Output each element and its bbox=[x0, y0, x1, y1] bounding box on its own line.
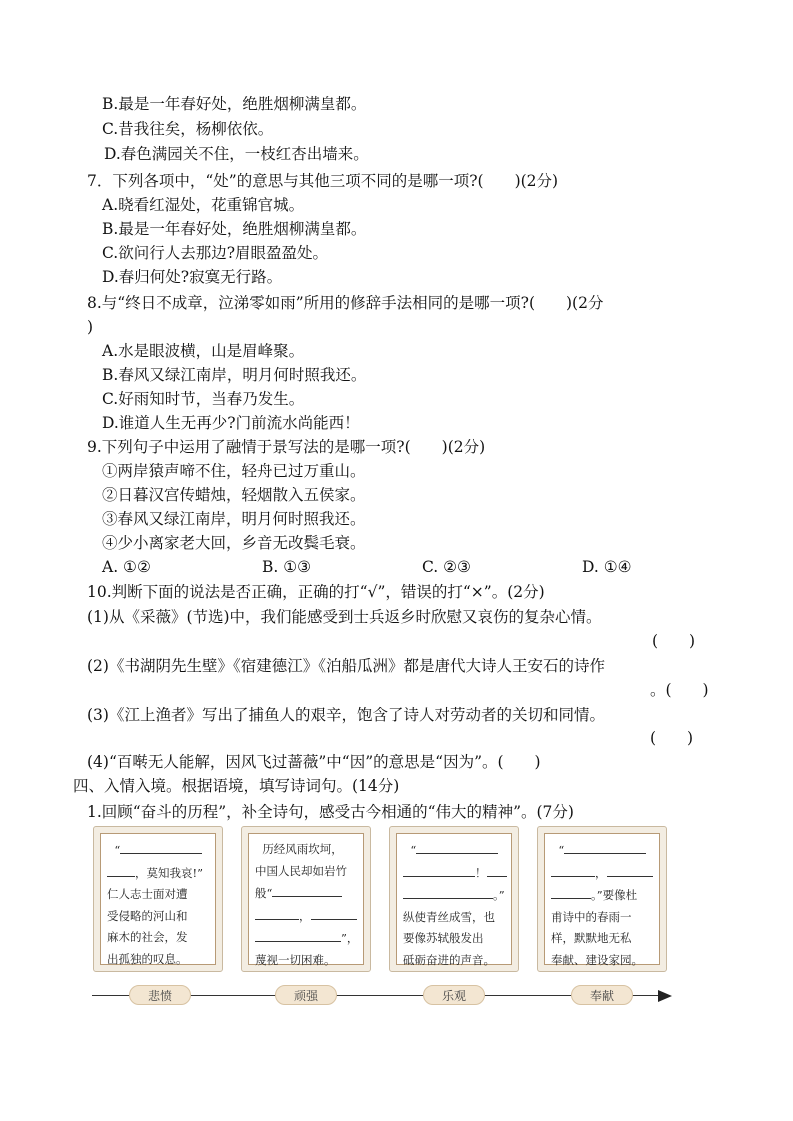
card-4 bbox=[537, 826, 667, 972]
timeline-tag-3: 乐观 bbox=[423, 985, 485, 1005]
card-2-frame bbox=[248, 833, 364, 965]
q9-choice-a: A. ①② bbox=[102, 558, 151, 576]
card-2-line-4: ， bbox=[255, 909, 357, 923]
q8-option-d: D.谁道人生无再少?门前流水尚能西！ bbox=[102, 414, 360, 432]
card-4-line-6: 奉献、建设家园。 bbox=[551, 952, 643, 967]
card-3-blank-3[interactable] bbox=[487, 862, 507, 877]
q10-item-2-paren: 。( ) bbox=[650, 681, 709, 699]
card-4-blank-1[interactable] bbox=[564, 839, 646, 854]
q10-item-2: (2)《书湖阴先生壁》《宿建德江》《泊船瓜洲》都是唐代大诗人王安石的诗作 bbox=[87, 657, 605, 675]
card-1-line-1: “ bbox=[107, 843, 202, 857]
q8-option-c: C.好雨知时节，当春乃发生。 bbox=[102, 390, 305, 408]
card-3-line-2: ！ bbox=[403, 866, 507, 880]
q9-item-1: ①两岸猿声啼不住，轻舟已过万重山。 bbox=[102, 462, 366, 480]
card-2-line-1: 历经风雨坎坷， bbox=[262, 842, 343, 856]
section-4-title: 四、入情入境。根据语境，填写诗词句。(14分) bbox=[73, 777, 400, 795]
card-4-blank-4[interactable] bbox=[551, 884, 591, 899]
q10-item-1: (1)从《采薇》(节选)中，我们能感受到士兵返乡时欣慰又哀伤的复杂心情。 bbox=[87, 608, 602, 626]
timeline-tag-1: 悲愤 bbox=[129, 985, 191, 1005]
q9-item-3: ③春风又绿江南岸，明月何时照我还。 bbox=[102, 510, 366, 528]
card-3-blank-4[interactable] bbox=[403, 884, 493, 899]
card-3-line-1: “ bbox=[403, 843, 498, 857]
q9-item-2: ②日暮汉宫传蜡烛，轻烟散入五侯家。 bbox=[102, 486, 366, 504]
section-4-q1-stem: 1.回顾“奋斗的历程”，补全诗句，感受古今相通的“伟大的精神”。(7分) bbox=[87, 803, 574, 821]
card-3-line-6: 砥砺奋进的声音。 bbox=[403, 952, 495, 967]
card-2 bbox=[241, 826, 371, 972]
card-3-line-3: 。” bbox=[403, 888, 505, 902]
q8-stem-end: ) bbox=[87, 318, 94, 336]
q10-stem: 10.判断下面的说法是否正确，正确的打“√”，错误的打“×”。(2分) bbox=[87, 583, 545, 601]
card-2-line-2: 中国人民却如岩竹 bbox=[255, 863, 347, 878]
q9-choice-d: D. ①④ bbox=[582, 558, 632, 576]
card-1-line-4: 受侵略的河山和 bbox=[107, 908, 188, 923]
q7-option-c: C.欲问行人去那边?眉眼盈盈处。 bbox=[102, 244, 329, 262]
card-4-line-4: 甫诗中的春雨一 bbox=[551, 909, 632, 924]
card-4-line-5: 样，默默地无私 bbox=[551, 931, 632, 945]
card-4-blank-2[interactable] bbox=[551, 862, 595, 877]
q6-option-c: C.昔我往矣，杨柳依依。 bbox=[102, 120, 274, 138]
q9-stem: 9.下列句子中运用了融情于景写法的是哪一项?( )(2分) bbox=[87, 438, 486, 456]
q8-option-a: A.水是眼波横，山是眉峰聚。 bbox=[102, 342, 305, 360]
card-1-line-5: 麻木的社会，发 bbox=[107, 930, 188, 944]
timeline-arrow-icon bbox=[658, 990, 672, 1002]
q7-stem: 7．下列各项中，“处”的意思与其他三项不同的是哪一项?( )(2分) bbox=[87, 172, 559, 190]
card-2-line-3: 般“ bbox=[255, 886, 342, 900]
card-1 bbox=[93, 826, 223, 972]
card-1-blank-2[interactable] bbox=[107, 862, 135, 877]
card-4-text bbox=[551, 839, 659, 971]
q9-choice-c: C. ②③ bbox=[422, 558, 471, 576]
card-4-line-2: ， bbox=[551, 866, 653, 880]
card-3-line-5: 要像苏轼般发出 bbox=[403, 931, 484, 945]
card-4-line-3: 。”要像杜 bbox=[551, 888, 637, 902]
timeline-tag-2: 顽强 bbox=[275, 985, 337, 1005]
card-2-blank-2[interactable] bbox=[255, 905, 299, 920]
q10-item-1-paren: ( ) bbox=[652, 632, 696, 650]
card-3-blank-2[interactable] bbox=[403, 862, 475, 877]
q7-option-a: A.晓看红湿处，花重锦官城。 bbox=[102, 196, 305, 214]
q7-option-d: D.春归何处?寂寞无行路。 bbox=[102, 268, 283, 286]
q6-option-b: B.最是一年春好处，绝胜烟柳满皇都。 bbox=[102, 95, 367, 113]
card-1-line-2: ，莫知我哀!” bbox=[107, 866, 203, 880]
q10-item-3: (3)《江上渔者》写出了捕鱼人的艰辛，饱含了诗人对劳动者的关切和同情。 bbox=[87, 706, 605, 724]
card-2-blank-1[interactable] bbox=[272, 882, 342, 897]
q9-item-4: ④少小离家老大回，乡音无改鬓毛衰。 bbox=[102, 534, 366, 552]
card-2-text bbox=[255, 839, 363, 971]
card-1-blank-1[interactable] bbox=[120, 839, 202, 854]
card-2-blank-4[interactable] bbox=[255, 927, 341, 942]
card-2-line-5: ”， bbox=[255, 931, 358, 945]
card-4-frame bbox=[544, 833, 660, 965]
card-1-text bbox=[107, 839, 215, 970]
card-1-frame bbox=[100, 833, 216, 965]
card-3-line-4: 纵使青丝成雪，也 bbox=[403, 909, 495, 924]
q6-option-d: D.春色满园关不住，一枝红杏出墙来。 bbox=[104, 145, 369, 163]
q10-item-3-paren: ( ) bbox=[650, 729, 694, 747]
card-4-blank-3[interactable] bbox=[607, 862, 653, 877]
q8-option-b: B.春风又绿江南岸，明月何时照我还。 bbox=[102, 366, 367, 384]
card-1-line-3: 仁人志士面对遭 bbox=[107, 887, 188, 901]
timeline-tag-4: 奉献 bbox=[571, 985, 633, 1005]
card-3-frame bbox=[396, 833, 512, 965]
q10-item-4: (4)“百啭无人能解，因风飞过蔷薇”中“因”的意思是“因为”。( ) bbox=[87, 753, 541, 771]
card-4-line-1: “ bbox=[551, 843, 646, 857]
card-3-text bbox=[403, 839, 511, 971]
card-1-line-6: 出孤独的叹息。 bbox=[107, 951, 188, 966]
card-2-blank-3[interactable] bbox=[311, 905, 357, 920]
card-3-blank-1[interactable] bbox=[416, 839, 498, 854]
q8-stem: 8.与“终日不成章，泣涕零如雨”所用的修辞手法相同的是哪一项?( )(2分 bbox=[87, 294, 604, 312]
q7-option-b: B.最是一年春好处，绝胜烟柳满皇都。 bbox=[102, 220, 367, 238]
card-2-line-6: 蔑视一切困难。 bbox=[255, 952, 336, 967]
card-3 bbox=[389, 826, 519, 972]
q9-choice-b: B. ①③ bbox=[262, 558, 312, 576]
